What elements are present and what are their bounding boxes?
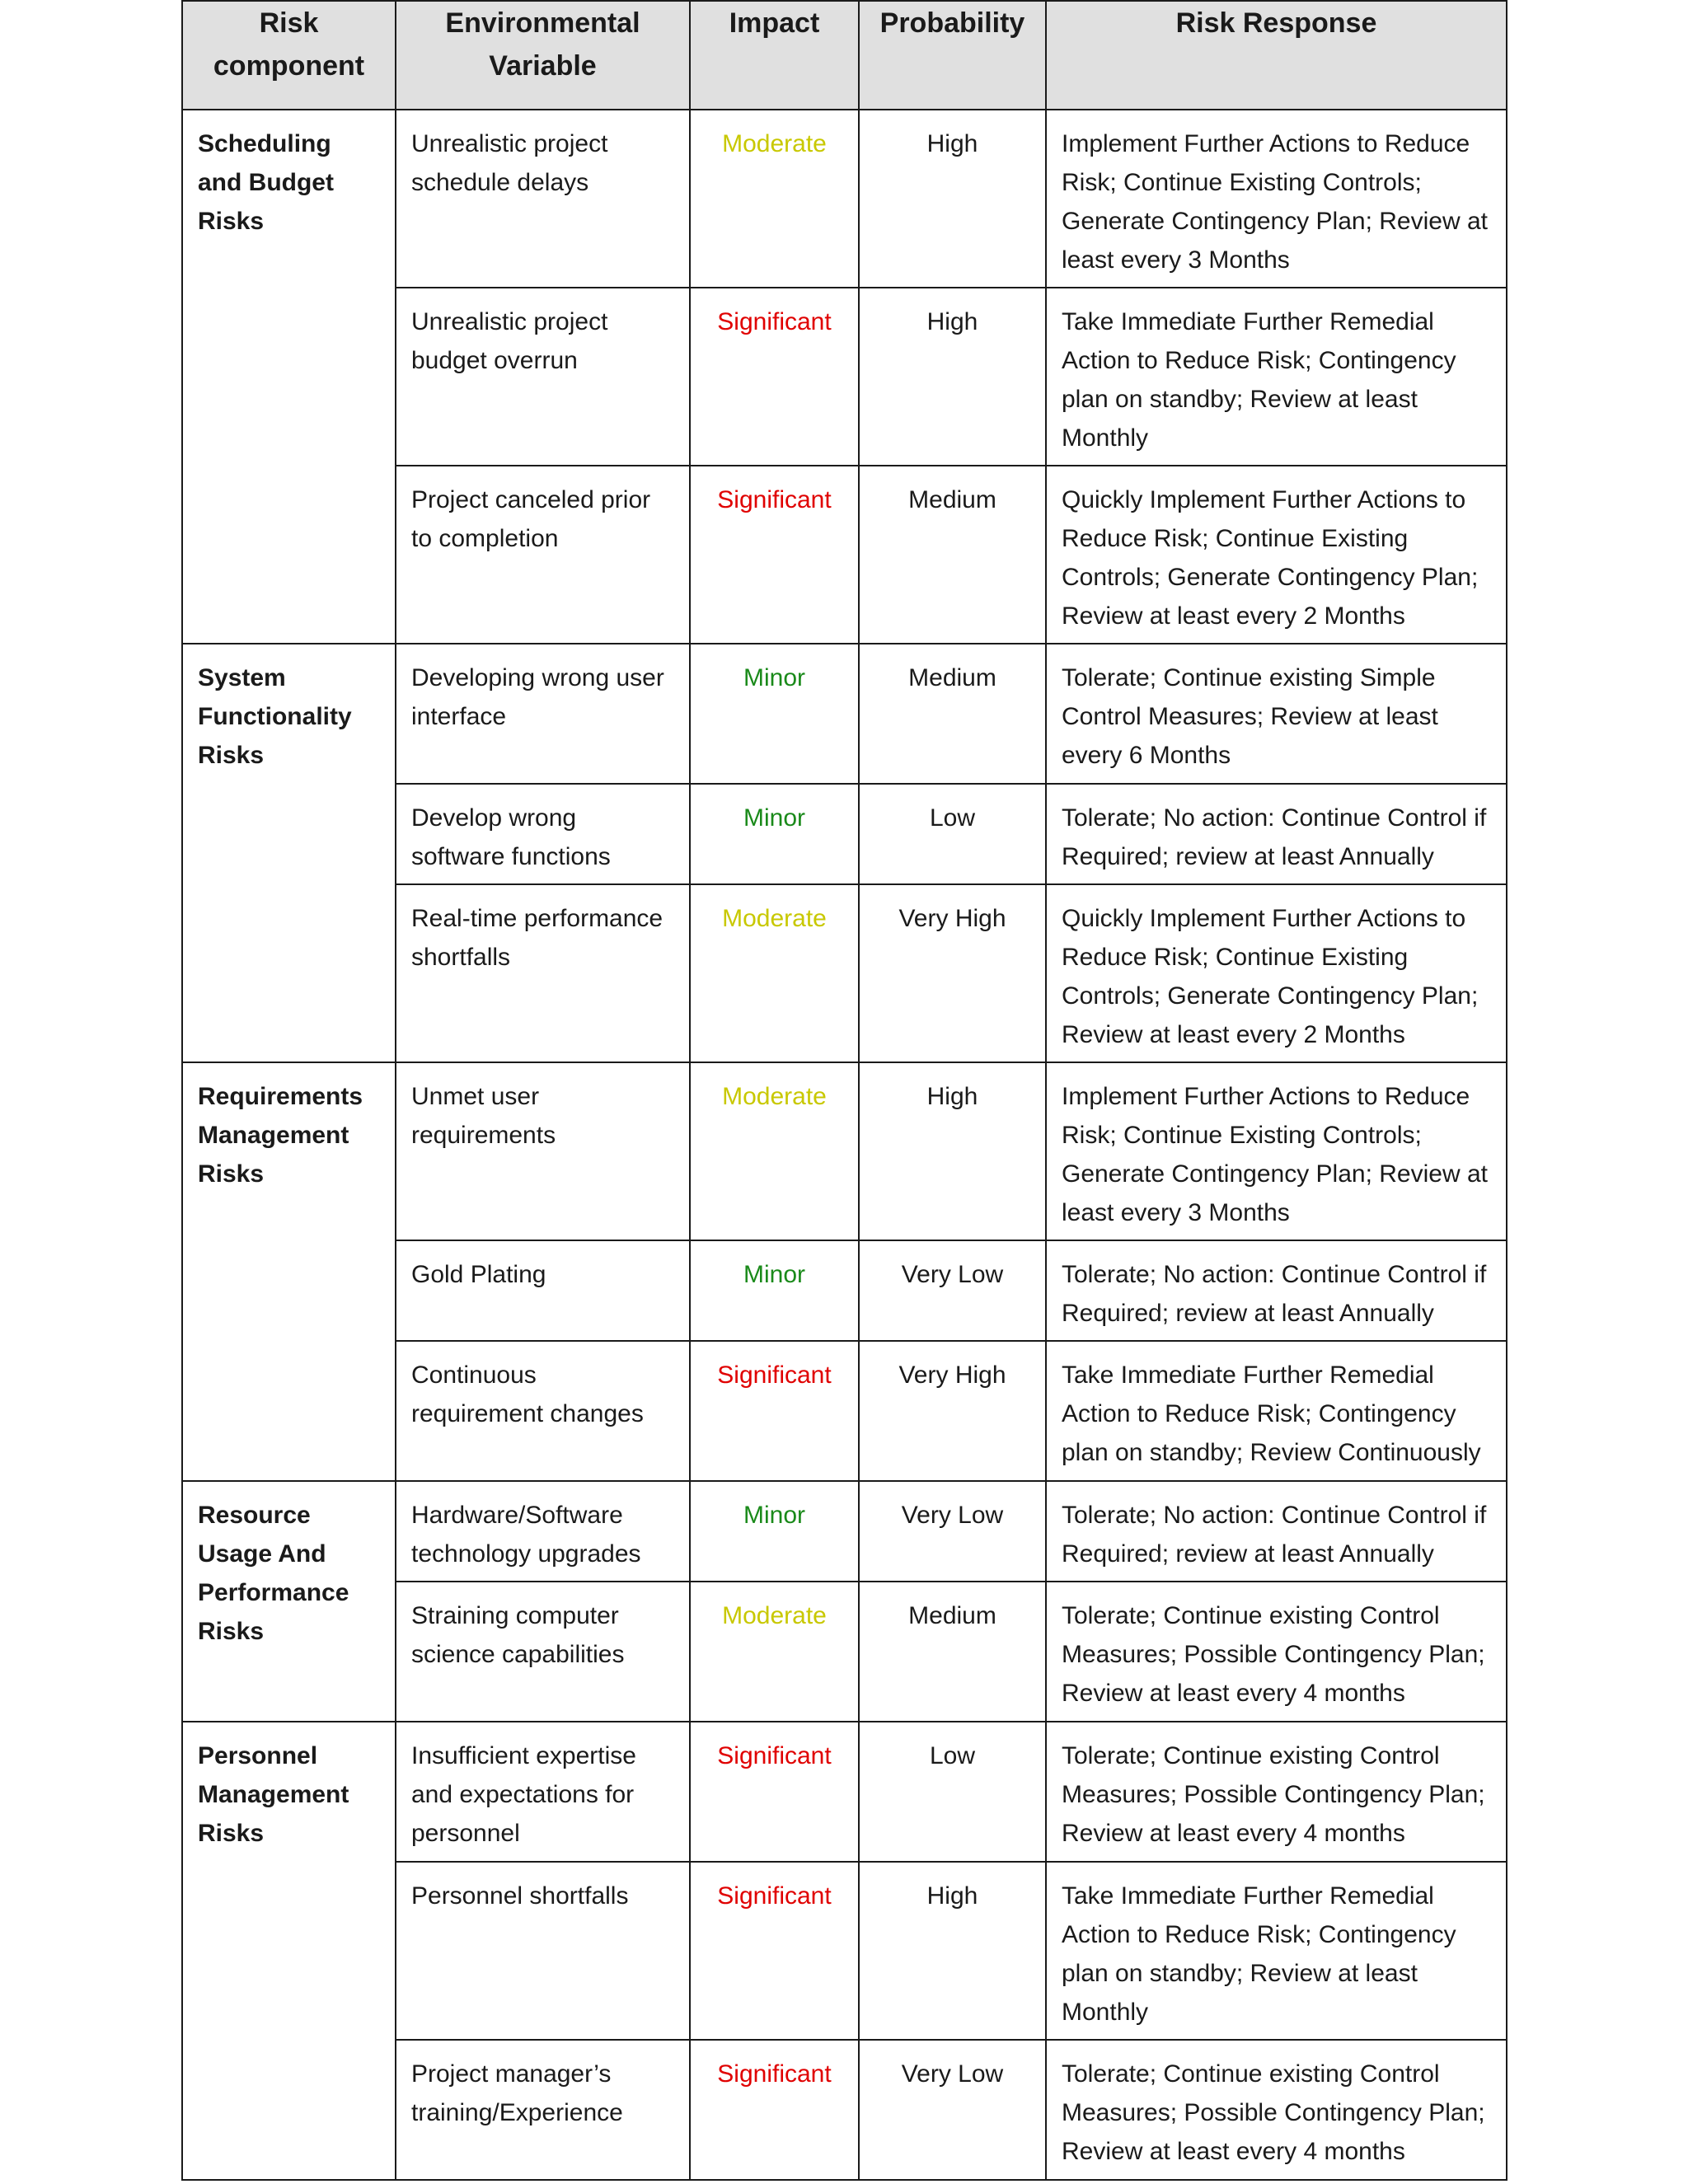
probability-cell: High	[859, 288, 1046, 466]
risk-response-cell: Take Immediate Further Remedial Action to Reduce Risk; Contingency plan on standby; Review at least Monthly	[1046, 288, 1507, 466]
table-row	[182, 1062, 1507, 1240]
header-impact: Impact	[690, 1, 859, 110]
environmental-variable-cell: Insufficient expertise and expectations for personnel	[396, 1722, 690, 1862]
impact-cell: Moderate	[690, 884, 859, 1062]
probability-cell: Medium	[859, 644, 1046, 784]
risk-response-cell: Implement Further Actions to Reduce Risk; Continue Existing Controls; Generate Contingency Plan; Review at least every 3 Months	[1046, 1062, 1507, 1240]
risk-response-cell: Quickly Implement Further Actions to Reduce Risk; Continue Existing Controls; Generate Contingency Plan; Review at least every 2 Months	[1046, 466, 1507, 644]
risk-table-body	[182, 110, 1507, 2180]
table-row	[182, 110, 1507, 288]
table-row	[182, 644, 1507, 784]
risk-component-cell: Requirements Management Risks	[182, 1062, 396, 1481]
environmental-variable-cell: Straining computer science capabilities	[396, 1582, 690, 1722]
environmental-variable-cell: Develop wrong software functions	[396, 784, 690, 884]
impact-cell: Significant	[690, 1341, 859, 1481]
impact-cell: Minor	[690, 1240, 859, 1341]
impact-cell: Moderate	[690, 1062, 859, 1240]
risk-response-cell: Take Immediate Further Remedial Action to Reduce Risk; Contingency plan on standby; Review Continuously	[1046, 1341, 1507, 1481]
header-row	[182, 1, 1507, 110]
header-risk-component: Risk component	[182, 1, 396, 110]
environmental-variable-cell: Developing wrong user interface	[396, 644, 690, 784]
probability-cell: High	[859, 1062, 1046, 1240]
environmental-variable-cell: Unrealistic project schedule delays	[396, 110, 690, 288]
risk-response-cell: Tolerate; Continue existing Simple Control Measures; Review at least every 6 Months	[1046, 644, 1507, 784]
risk-response-cell: Tolerate; No action: Continue Control if Required; review at least Annually	[1046, 1240, 1507, 1341]
impact-cell: Moderate	[690, 1582, 859, 1722]
probability-cell: High	[859, 110, 1046, 288]
impact-cell: Significant	[690, 288, 859, 466]
probability-cell: High	[859, 1862, 1046, 2040]
probability-cell: Very Low	[859, 2040, 1046, 2180]
risk-response-cell: Tolerate; No action: Continue Control if Required; review at least Annually	[1046, 784, 1507, 884]
header-risk-response: Risk Response	[1046, 1, 1507, 110]
environmental-variable-cell: Unmet user requirements	[396, 1062, 690, 1240]
environmental-variable-cell: Personnel shortfalls	[396, 1862, 690, 2040]
impact-cell: Significant	[690, 466, 859, 644]
probability-cell: Low	[859, 784, 1046, 884]
probability-cell: Very Low	[859, 1240, 1046, 1341]
risk-response-cell: Tolerate; Continue existing Control Measures; Possible Contingency Plan; Review at least every 4 months	[1046, 1582, 1507, 1722]
header-probability: Probability	[859, 1, 1046, 110]
header-environmental-variable: Environmental Variable	[396, 1, 690, 110]
impact-cell: Minor	[690, 644, 859, 784]
probability-cell: Very High	[859, 1341, 1046, 1481]
risk-component-cell: System Functionality Risks	[182, 644, 396, 1062]
risk-component-cell: Resource Usage And Performance Risks	[182, 1481, 396, 1722]
impact-cell: Minor	[690, 784, 859, 884]
environmental-variable-cell: Gold Plating	[396, 1240, 690, 1341]
impact-cell: Minor	[690, 1481, 859, 1582]
risk-response-cell: Take Immediate Further Remedial Action to Reduce Risk; Contingency plan on standby; Review at least Monthly	[1046, 1862, 1507, 2040]
risk-component-cell: Scheduling and Budget Risks	[182, 110, 396, 644]
probability-cell: Low	[859, 1722, 1046, 1862]
risk-response-cell: Tolerate; No action: Continue Control if Required; review at least Annually	[1046, 1481, 1507, 1582]
probability-cell: Very High	[859, 884, 1046, 1062]
risk-table	[181, 0, 1507, 2181]
impact-cell: Significant	[690, 2040, 859, 2180]
impact-cell: Moderate	[690, 110, 859, 288]
environmental-variable-cell: Real-time performance shortfalls	[396, 884, 690, 1062]
risk-response-cell: Tolerate; Continue existing Control Measures; Possible Contingency Plan; Review at least every 4 months	[1046, 2040, 1507, 2180]
impact-cell: Significant	[690, 1722, 859, 1862]
environmental-variable-cell: Continuous requirement changes	[396, 1341, 690, 1481]
environmental-variable-cell: Project manager’s training/Experience	[396, 2040, 690, 2180]
risk-response-cell: Implement Further Actions to Reduce Risk; Continue Existing Controls; Generate Contingency Plan; Review at least every 3 Months	[1046, 110, 1507, 288]
table-row	[182, 1481, 1507, 1582]
probability-cell: Medium	[859, 1582, 1046, 1722]
environmental-variable-cell: Unrealistic project budget overrun	[396, 288, 690, 466]
probability-cell: Very Low	[859, 1481, 1046, 1582]
risk-component-cell: Personnel Management Risks	[182, 1722, 396, 2180]
table-row	[182, 1722, 1507, 1862]
probability-cell: Medium	[859, 466, 1046, 644]
risk-response-cell: Quickly Implement Further Actions to Reduce Risk; Continue Existing Controls; Generate Contingency Plan; Review at least every 2 Months	[1046, 884, 1507, 1062]
impact-cell: Significant	[690, 1862, 859, 2040]
environmental-variable-cell: Project canceled prior to completion	[396, 466, 690, 644]
environmental-variable-cell: Hardware/Software technology upgrades	[396, 1481, 690, 1582]
risk-response-cell: Tolerate; Continue existing Control Measures; Possible Contingency Plan; Review at least every 4 months	[1046, 1722, 1507, 1862]
